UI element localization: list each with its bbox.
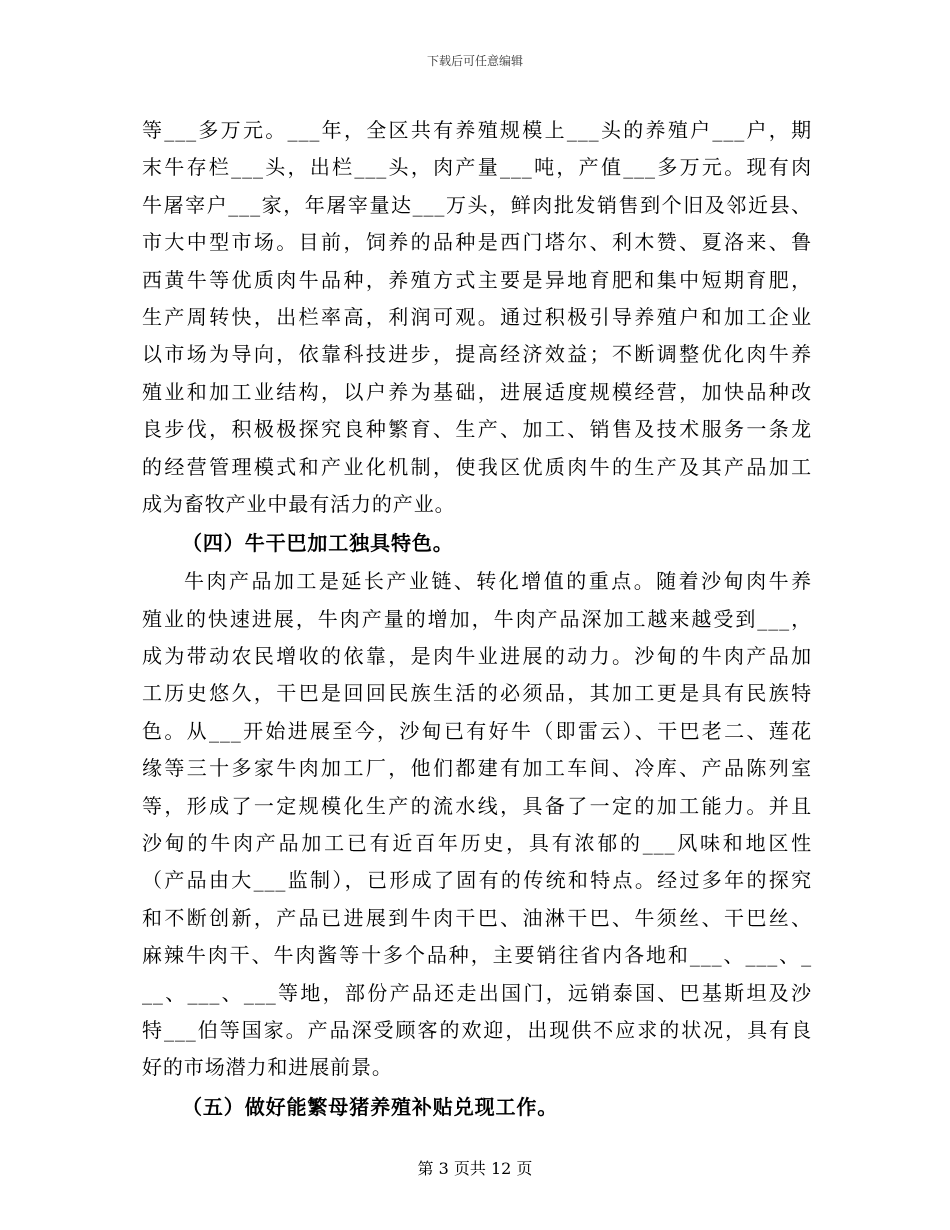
- text-line: 工历史悠久，干巴是回回民族生活的必须品，其加工更是具有民族特: [142, 681, 812, 706]
- text-line: 麻辣牛肉干、牛肉酱等十多个品种，主要销往省内各地和___、___、_: [142, 943, 812, 968]
- text-line: 等___多万元。___年，全区共有养殖规模上___头的养殖户___户，期: [142, 118, 812, 142]
- text-line: 殖业的快速进展，牛肉产量的增加，牛肉产品深加工越来越受到___，: [142, 606, 812, 631]
- text-line: 末牛存栏___头，出栏___头，肉产量___吨，产值___多万元。现有肉: [142, 155, 812, 180]
- paragraph-livestock-overview: [142, 112, 812, 523]
- page-header: 下载后可任意编辑: [426, 54, 523, 68]
- text-line: __、___、___等地，部份产品还走出国门，远销泰国、巴基斯坦及沙: [142, 980, 812, 1005]
- text-line: 生产周转快，出栏率高，利润可观。通过积极引导养殖户和加工企业: [142, 304, 812, 329]
- page-footer: 第 3 页共 12 页: [417, 1159, 533, 1178]
- paragraph-beef-processing: [142, 563, 812, 1086]
- text-line: 成为带动农民增收的依靠，是肉牛业进展的动力。沙甸的牛肉产品加: [142, 644, 812, 669]
- text-line: 牛屠宰户___家，年屠宰量达___万头，鲜肉批发销售到个旧及邻近县、: [142, 192, 812, 217]
- section-heading-4: （四）牛干巴加工独具特色。: [182, 531, 454, 556]
- text-line: 缘等三十多家牛肉加工厂，他们都建有加工车间、冷库、产品陈列室: [142, 756, 812, 781]
- document-body: [142, 112, 812, 1127]
- text-line: 西黄牛等优质肉牛品种，养殖方式主要是异地育肥和集中短期育肥，: [142, 267, 812, 292]
- text-line: 以市场为导向，依靠科技进步，提高经济效益；不断调整优化肉牛养: [142, 342, 812, 367]
- text-line: 和不断创新，产品已进展到牛肉干巴、油淋干巴、牛须丝、干巴丝、: [142, 905, 812, 930]
- text-line: 市大中型市场。目前，饲养的品种是西门塔尔、利木赞、夏洛来、鲁: [142, 230, 812, 255]
- text-line: 的经营管理模式和产业化机制，使我区优质肉牛的生产及其产品加工: [142, 454, 812, 479]
- text-line: 良步伐，积极极探究良种繁育、生产、加工、销售及技术服务一条龙: [142, 417, 812, 442]
- text-line: 特___伯等国家。产品深受顾客的欢迎，出现供不应求的状况，具有良: [142, 1017, 812, 1042]
- text-line: 好的市场潜力和进展前景。: [142, 1055, 393, 1080]
- section-heading-5: （五）做好能繁母猪养殖补贴兑现工作。: [182, 1094, 559, 1119]
- text-line: 色。从___开始进展至今，沙甸已有好牛（即雷云）、干巴老二、莲花: [142, 718, 812, 743]
- text-line: 殖业和加工业结构，以户养为基础，进展适度规模经营，加快品种改: [142, 379, 812, 404]
- text-line: 沙甸的牛肉产品加工已有近百年历史，具有浓郁的___风味和地区性: [142, 831, 812, 856]
- text-line: （产品由大___监制），已形成了固有的传统和特点。经过多年的探究: [142, 868, 812, 893]
- text-line: 等，形成了一定规模化生产的流水线，具备了一定的加工能力。并且: [142, 793, 812, 818]
- text-line: 牛肉产品加工是延长产业链、转化增值的重点。随着沙甸肉牛养: [184, 569, 812, 594]
- text-line: 成为畜牧产业中最有活力的产业。: [142, 491, 456, 516]
